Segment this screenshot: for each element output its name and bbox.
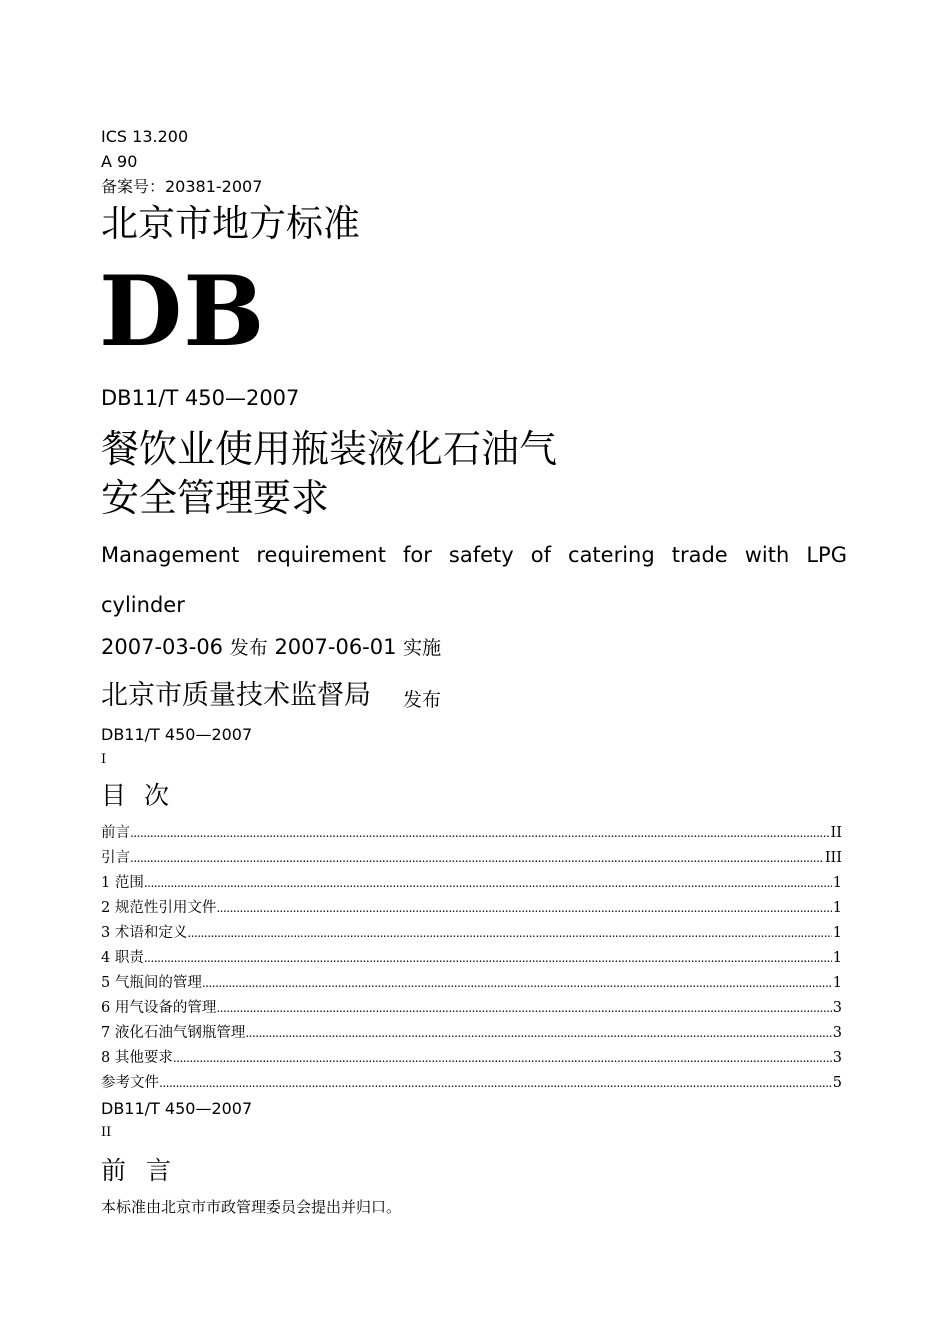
issuing-bureau: 北京市质量技术监督局 — [101, 680, 371, 711]
toc-entry-label: 3 术语和定义 — [101, 925, 188, 941]
toc-entry[interactable] — [101, 996, 842, 1021]
toc-dot-leader — [144, 946, 832, 970]
page-number: I — [101, 752, 107, 767]
toc-entry-label: 前言 — [101, 825, 130, 841]
db-mark: DB — [99, 255, 266, 368]
toc-entry-page: 1 — [832, 975, 842, 991]
toc-entry-page: 5 — [832, 1075, 842, 1091]
toc-entry-page: II — [830, 825, 842, 841]
toc-entry-label: 8 其他要求 — [101, 1050, 173, 1066]
issue-date: 2007-03-06 — [101, 635, 224, 659]
preface-paragraph: 本标准由北京市市政管理委员会提出并归口。 — [101, 1198, 402, 1216]
registration-number: 备案号：20381-2007 — [101, 177, 263, 196]
toc-entry-label: 2 规范性引用文件 — [101, 900, 217, 916]
local-standard-label: 北京市地方标准 — [101, 202, 360, 245]
ics-code: ICS 13.200 — [101, 127, 189, 146]
toc-dot-leader — [130, 846, 824, 870]
page-number: II — [101, 1125, 112, 1140]
bureau-issue-label: 发布 — [403, 689, 442, 711]
toc-entry[interactable] — [101, 971, 842, 996]
toc-entry[interactable] — [101, 1071, 842, 1096]
toc-dot-leader — [245, 1021, 831, 1045]
toc-entry-page: 3 — [832, 1050, 842, 1066]
toc-entry-page: 3 — [832, 1025, 842, 1041]
toc-dot-leader — [159, 1071, 832, 1095]
implement-date: 2007-06-01 — [274, 635, 397, 659]
page-header: DB11/T 450—2007 — [101, 725, 253, 744]
issue-implement-dates — [101, 633, 441, 662]
table-of-contents — [101, 821, 842, 1096]
toc-entry-page: 1 — [832, 875, 842, 891]
title-line-2: 安全管理要求 — [101, 476, 330, 520]
toc-dot-leader — [187, 921, 831, 945]
toc-entry-label: 5 气瓶间的管理 — [101, 975, 202, 991]
toc-dot-leader — [216, 896, 831, 920]
classification-code: A 90 — [101, 152, 138, 171]
toc-entry[interactable] — [101, 921, 842, 946]
toc-entry[interactable] — [101, 896, 842, 921]
page-header: DB11/T 450—2007 — [101, 1099, 253, 1118]
toc-entry[interactable] — [101, 821, 842, 846]
issue-label: 发布 — [229, 637, 268, 659]
preface-heading: 前 言 — [101, 1156, 177, 1185]
toc-dot-leader — [202, 971, 832, 995]
toc-dot-leader — [130, 821, 830, 845]
toc-entry[interactable] — [101, 1021, 842, 1046]
toc-entry-label: 1 范围 — [101, 875, 144, 891]
toc-dot-leader — [144, 871, 832, 895]
toc-entry-page: 1 — [832, 925, 842, 941]
english-title: Management requirement for safety of catering trade with LPG cylinder — [101, 543, 847, 617]
toc-entry-page: 3 — [832, 1000, 842, 1016]
toc-entry-label: 引言 — [101, 850, 130, 866]
toc-entry-page: 1 — [832, 950, 842, 966]
toc-heading: 目 次 — [101, 781, 174, 810]
title-line-1: 餐饮业使用瓶装液化石油气 — [101, 427, 558, 471]
toc-dot-leader — [216, 996, 831, 1020]
toc-entry-label: 参考文件 — [101, 1075, 159, 1091]
toc-entry-page: III — [824, 850, 842, 866]
toc-entry[interactable] — [101, 1046, 842, 1071]
toc-entry-label: 6 用气设备的管理 — [101, 1000, 217, 1016]
standard-number: DB11/T 450—2007 — [101, 386, 300, 410]
toc-entry[interactable] — [101, 946, 842, 971]
toc-entry[interactable] — [101, 846, 842, 871]
toc-entry-page: 1 — [832, 900, 842, 916]
toc-dot-leader — [173, 1046, 832, 1070]
toc-entry[interactable] — [101, 871, 842, 896]
toc-entry-label: 4 职责 — [101, 950, 144, 966]
toc-entry-label: 7 液化石油气钢瓶管理 — [101, 1025, 246, 1041]
implement-label: 实施 — [403, 637, 442, 659]
